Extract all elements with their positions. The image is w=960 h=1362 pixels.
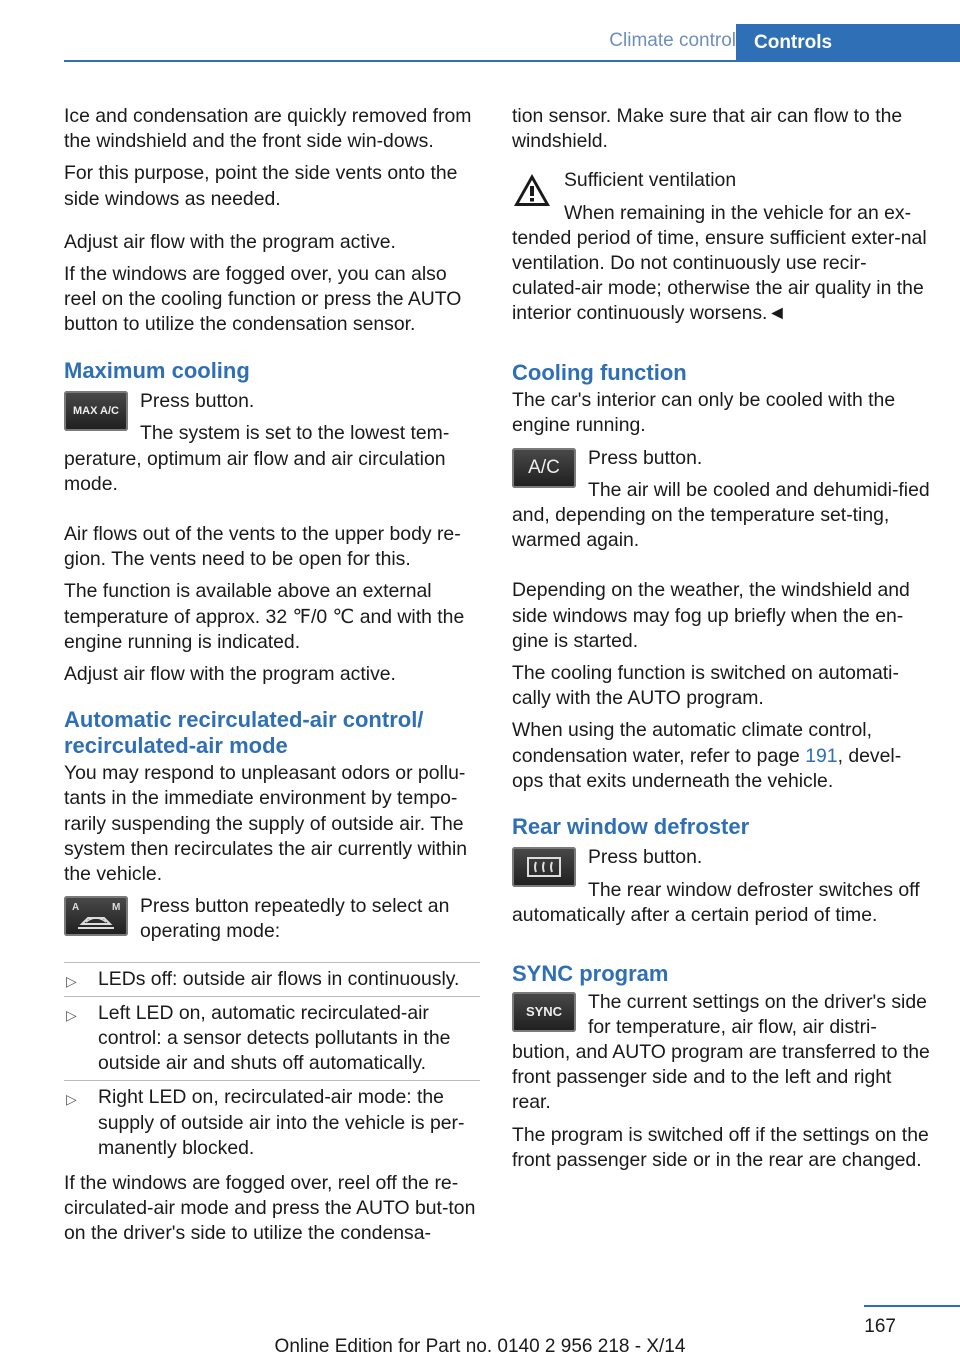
max-ac-button-icon: MAX A/C [64,391,128,431]
header-rule [64,60,960,62]
heading-cooling-function: Cooling function [512,359,687,385]
paragraph: The cooling function is switched on automati-cally with the AUTO program. [512,661,899,710]
paragraph: If the windows are fogged over, you can also reel on the cooling function or press the AUTO button to utilize the condensation sensor. [64,263,462,336]
list-item: ▷ LEDs off: outside air flows in continuously. [64,963,480,997]
triangle-bullet-icon: ▷ [66,1091,77,1108]
ac-button-icon: A/C [512,448,576,488]
edition-footer: Online Edition for Part no. 0140 2 956 218 - X/14 [274,1336,686,1357]
paragraph: The car's interior can only be cooled with the engine running. [512,389,896,437]
paragraph: tion sensor. Make sure that air can flow to the windshield. [512,105,903,153]
list-item: ▷ Right LED on, recirculated-air mode: the supply of outside air into the vehicle is per-manently blocked. [66,1086,465,1159]
rear-defroster-button-icon [512,847,576,887]
paragraph: You may respond to unpleasant odors or pollu-tants in the immediate environment by tempo-rarily suspending the supply of outside air. The system then recirculates the air currently within the vehicle. [64,762,468,885]
recirc-led-a: A [72,902,80,914]
paragraph: The system is set to the lowest tem-perature, optimum air flow and air circulation mode. [64,422,450,495]
paragraph: For this purpose, point the side vents onto the side windows as needed. [64,162,458,210]
paragraph: Ice and condensation are quickly removed from the windshield and the front side win-dows. [64,105,472,153]
warning-text: When remaining in the vehicle for an ex-tended period of time, ensure sufficient exter-nal ventilation. Do not continuously use recir-culated-air mode; otherwise the air quality in the interior continuously worsens.◄ [512,201,927,325]
paragraph: The current settings on the driver's side for temperature, air flow, air distri-bution, and AUTO program are transferred to the front passenger side and to the left and right rear. [512,990,930,1114]
heading-maximum-cooling: Maximum cooling [64,357,250,383]
paragraph: If the windows are fogged over, reel off the re-circulated-air mode and press the AUTO but-ton on the driver's side to utilize the condensa- [64,1172,476,1245]
recirc-block [64,894,480,951]
heading-sync-program: SYNC program [512,961,669,987]
paragraph: The function is available above an external temperature of approx. 32 ℉/0 ℃ and with the engine running is indicated. [64,580,465,653]
warning-block [512,168,932,333]
ac-block [512,446,932,561]
footer-rule [864,1305,960,1307]
mode-list [64,962,480,1165]
left-column [64,104,480,1254]
paragraph: The program is switched off if the settings on the front passenger side or in the rear are changed. [512,1123,929,1171]
page-link[interactable]: 191 [805,744,838,767]
sync-button-icon: SYNC [512,992,576,1032]
paragraph: Air flows out of the vents to the upper body re-gion. The vents need to be open for this. [64,522,461,571]
chapter-tab[interactable]: Controls [736,24,960,62]
heading-rear-window-defroster: Rear window defroster [512,813,750,839]
recirculation-button-icon [64,896,128,936]
paragraph: Adjust air flow with the program active. [64,230,396,253]
sync-block [512,990,932,1123]
paragraph: The air will be cooled and dehumidi-fied and, depending on the temperature set-ting, warmed again. [512,478,930,552]
paragraph: Press button. [588,446,703,469]
page-header [64,24,960,62]
rear-defroster-block [512,845,932,935]
recirc-led-m: M [112,902,121,914]
paragraph: Depending on the weather, the windshield and side windows may fog up briefly when the en-gine is started. [512,579,910,652]
heading-recirculated-air: Automatic recirculated-air control/ recirculated-air mode [64,707,424,758]
right-column [512,104,932,1180]
paragraph: When using the automatic climate control, condensation water, refer to page 191, devel-ops that exits underneath the vehicle. [512,719,902,792]
warning-title: Sufficient ventilation [564,169,737,192]
warning-icon [512,172,552,208]
paragraph: Press button repeatedly to select an operating mode: [140,895,450,943]
paragraph: The rear window defroster switches off automatically after a certain period of time. [512,878,920,926]
section-tab[interactable]: Climate control [609,30,736,51]
triangle-bullet-icon: ▷ [66,972,77,989]
paragraph: Press button. [140,390,255,413]
paragraph: Adjust air flow with the program active. [64,662,396,685]
page-number: 167 [864,1316,896,1337]
max-ac-block [64,389,480,504]
list-item: ▷ Left LED on, automatic recirculated-air control: a sensor detects pollutants in the outside air and shuts off automatically. [64,997,480,1082]
paragraph: Press button. [588,846,703,869]
triangle-bullet-icon: ▷ [66,1006,77,1023]
